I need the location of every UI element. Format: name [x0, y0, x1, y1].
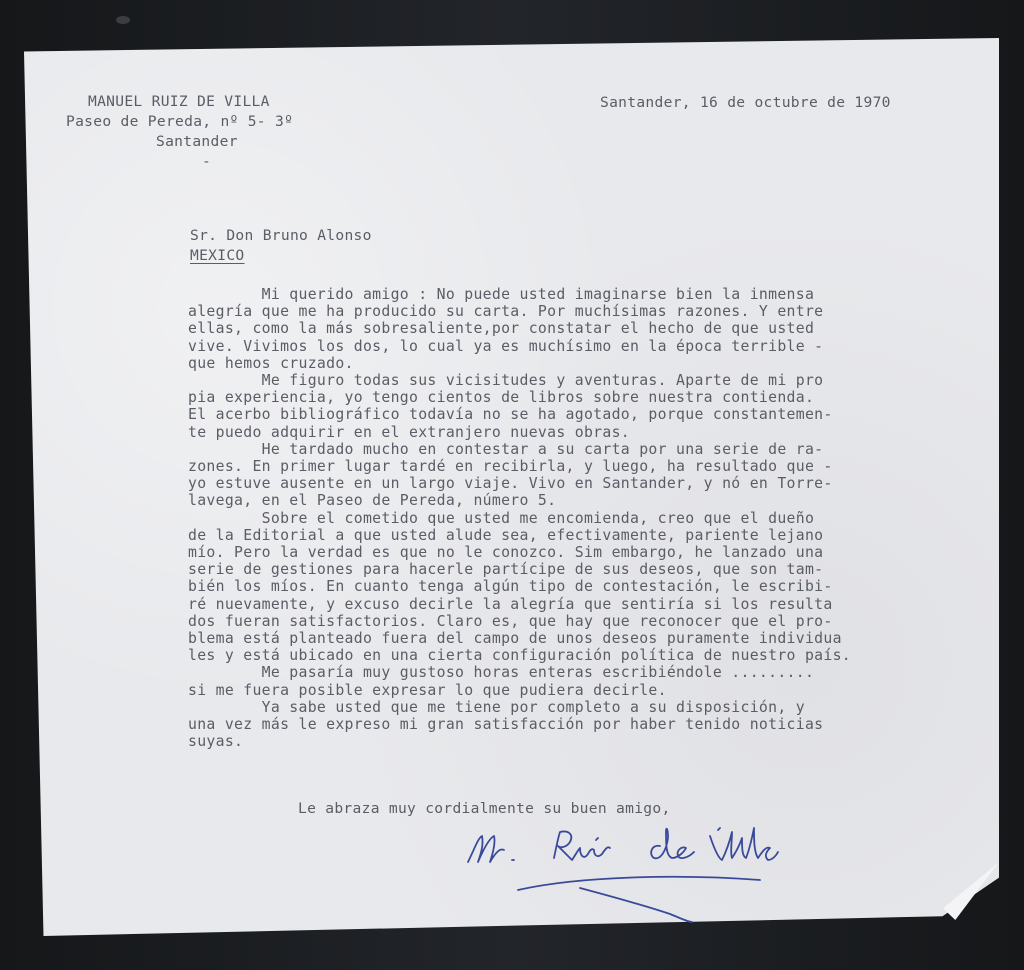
- recipient-block: [190, 226, 372, 266]
- sender-block: [66, 92, 293, 172]
- body-line: lavega, en el Paseo de Pereda, número 5.: [188, 492, 557, 510]
- body-line: bién los míos. En cuanto tenga algún tipo de contestación, le escribi-: [188, 578, 833, 596]
- body-line: mío. Pero la verdad es que no le conozco. Sim embargo, he lanzado una: [188, 544, 824, 562]
- body-line: de la Editorial a que usted alude sea, efectivamente, pariente lejano: [188, 526, 824, 544]
- recipient-name: Sr. Don Bruno Alonso: [190, 227, 372, 244]
- sender-name: MANUEL RUIZ DE VILLA: [88, 93, 270, 110]
- body-line: serie de gestiones para hacerle partícipe de sus deseos, que son tam-: [188, 561, 824, 579]
- body-line: He tardado mucho en contestar a su carta por una serie de ra-: [188, 440, 824, 458]
- body-line: suyas.: [188, 733, 244, 751]
- handwritten-signature: [460, 818, 790, 928]
- body-line: yo estuve ausente en un largo viaje. Vivo en Santander, y nó en Torre-: [188, 475, 833, 493]
- sender-city: Santander: [156, 133, 238, 150]
- date-line: Santander, 16 de octubre de 1970: [600, 94, 891, 111]
- body-line: Me pasaría muy gustoso horas enteras escribiéndole .........: [188, 664, 815, 682]
- body-line: El acerbo bibliográfico todavía no se ha agotado, porque constantemen-: [188, 406, 833, 424]
- body-line: Sobre el cometido que usted me encomienda, creo que el dueño: [188, 509, 815, 527]
- body-line: Mi querido amigo : No puede usted imaginarse bien la inmensa: [188, 286, 815, 303]
- sender-dash: -: [202, 153, 212, 170]
- letter-body: [188, 286, 851, 750]
- body-line: zones. En primer lugar tardé en recibirla, y luego, ha resultado que -: [188, 458, 833, 476]
- body-line: Ya sabe usted que me tiene por completo a su disposición, y: [188, 698, 805, 716]
- body-line: una vez más le expreso mi gran satisfacción por haber tenido noticias: [188, 716, 824, 734]
- body-line: dos fueran satisfactorios. Claro es, que hay que reconocer que el pro-: [188, 612, 833, 630]
- scan-smudge: [116, 16, 130, 24]
- body-line: blema está planteado fuera del campo de unos deseos puramente individua: [188, 630, 842, 648]
- body-line: ellas, como la más sobresaliente,por constatar el hecho de que usted: [188, 320, 815, 338]
- body-line: vive. Vivimos los dos, lo cual ya es muchísimo en la época terrible -: [188, 337, 824, 355]
- body-line: alegría que me ha producido su carta. Por muchísimas razones. Y entre: [188, 303, 824, 321]
- body-line: les y está ubicado en una cierta configuración política de nuestro país.: [188, 647, 852, 665]
- body-line: ré nuevamente, y excuso decirle la alegría que sentiría si los resulta: [188, 595, 833, 613]
- body-line: te puedo adquirir en el extranjero nuevas obras.: [188, 423, 631, 441]
- body-line: pia experiencia, yo tengo cientos de libros sobre nuestra contienda.: [188, 389, 815, 407]
- body-line: Me figuro todas sus vicisitudes y aventuras. Aparte de mi pro: [188, 372, 824, 390]
- body-line: si me fuera posible expresar lo que pudiera decirle.: [188, 681, 667, 699]
- body-line: que hemos cruzado.: [188, 354, 354, 372]
- closing-line: Le abraza muy cordialmente su buen amigo,: [298, 800, 671, 817]
- sender-address: Paseo de Pereda, nº 5- 3º: [66, 113, 294, 130]
- recipient-city: MEXICO: [190, 247, 245, 264]
